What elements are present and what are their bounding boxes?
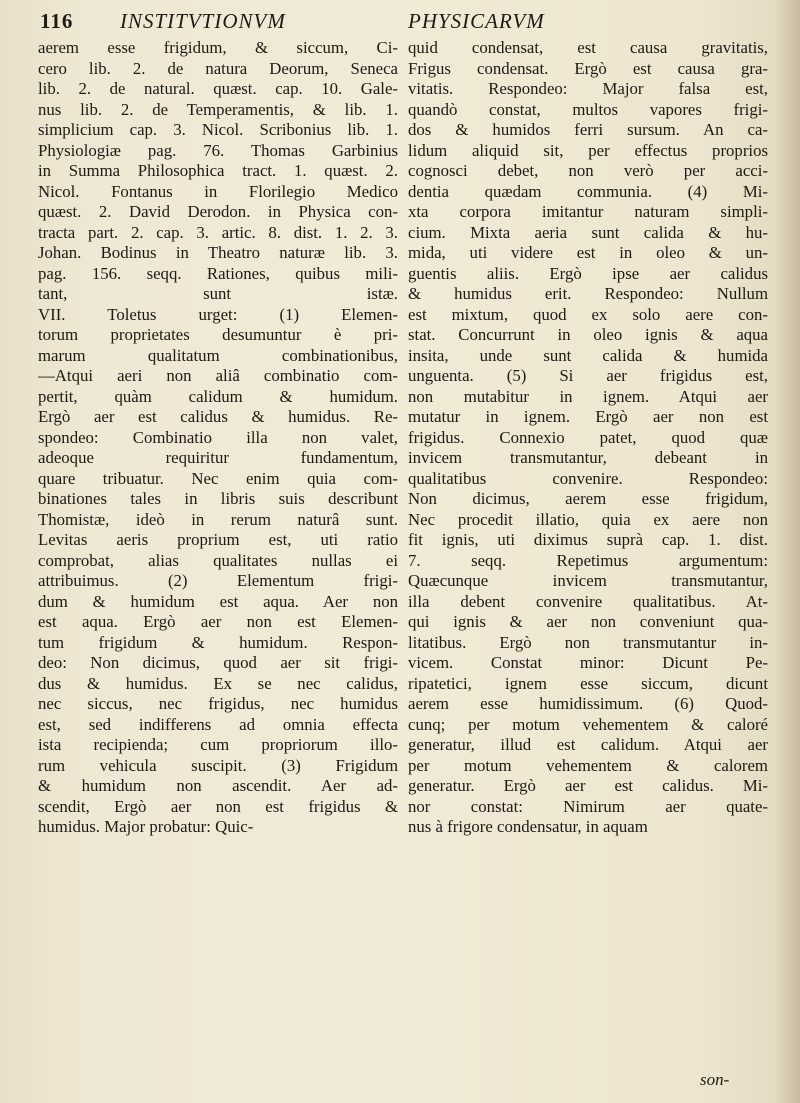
- text-line: Johan. Bodinus in Theatro naturæ lib. 3.: [38, 243, 398, 262]
- text-line: deo: Non dicimus, quod aer sit frigi-: [38, 653, 398, 672]
- text-line: tracta part. 2. cap. 3. artic. 8. dist. 1. 2. 3.: [38, 222, 398, 242]
- text-line: est aqua. Ergò aer non est Elemen-: [38, 612, 398, 631]
- text-line: est, sed indifferens ad omnia effecta: [38, 714, 398, 734]
- text-line: pag. 156. seqq. Rationes, quibus mili-: [38, 263, 398, 283]
- text-line: tum frigidum & humidum. Respon-: [38, 632, 398, 652]
- text-line: lidum aliquid sit, per effectus proprios: [408, 140, 768, 160]
- text-line: mutatur in ignem. Ergò aer non est: [408, 407, 768, 426]
- text-line: cunq; per motum vehementem & caloré: [408, 714, 768, 734]
- text-line: litatibus. Ergò non transmutantur in-: [408, 632, 768, 652]
- text-line: in Summa Philosophica tract. 1. quæst. 2.: [38, 161, 398, 180]
- text-line: nus à frigore condensatur, in aquam: [408, 817, 648, 836]
- text-line: humidus. Major probatur: Quic-: [38, 817, 254, 836]
- catchword: son-: [700, 1070, 730, 1089]
- text-line: qui ignis & aer non conveniunt qua-: [408, 612, 768, 631]
- text-line: fit ignis, uti diximus suprà cap. 1. dist.: [408, 530, 768, 549]
- text-line: nec siccus, nec frigidus, nec humidus: [38, 694, 398, 713]
- text-line: nor constat: Nimirum aer quate-: [408, 796, 768, 816]
- text-line: unguenta. (5) Si aer frigidus est,: [408, 366, 768, 385]
- text-line: xta corpora imitantur naturam simpli-: [408, 202, 768, 221]
- text-line: comprobat, alias qualitates nullas ei: [38, 550, 398, 570]
- text-line: quæst. 2. David Derodon. in Physica con-: [38, 202, 398, 221]
- text-line: invicem transmutantur, debeant in: [408, 448, 768, 467]
- text-line: dus & humidus. Ex se nec calidus,: [38, 673, 398, 693]
- text-line: qualitatibus convenire. Respondeo:: [408, 468, 768, 488]
- text-line: illa debent convenire qualitatibus. At-: [408, 591, 768, 611]
- text-line: quare tribuatur. Nec enim quia com-: [38, 468, 398, 488]
- text-line: adeoque requiritur fundamentum,: [38, 448, 398, 467]
- text-line: guentis aliis. Ergò ipse aer calidus: [408, 263, 768, 283]
- text-line: mida, uti videre est in oleo & un-: [408, 243, 768, 262]
- text-line: quid condensat, est causa gravitatis,: [408, 38, 768, 57]
- text-line: Physiologiæ pag. 76. Thomas Garbinius: [38, 140, 398, 160]
- text-line: rum vehicula suscipit. (3) Frigidum: [38, 755, 398, 775]
- text-line: & humidus erit. Respondeo: Nullum: [408, 284, 768, 303]
- text-line: non mutabitur in ignem. Atqui aer: [408, 386, 768, 406]
- text-line: per motum vehementem & calorem: [408, 755, 768, 775]
- text-line: cognosci debet, non verò per acci-: [408, 161, 768, 180]
- running-title-right: PHYSICARVM: [408, 9, 545, 33]
- text-line: —Atqui aeri non aliâ combinatio com-: [38, 366, 398, 385]
- text-line: ista recipienda; cum propriorum illo-: [38, 735, 398, 754]
- text-line: VII. Toletus urget: (1) Elemen-: [38, 304, 398, 324]
- left-text-column: [38, 38, 398, 838]
- text-line: dum & humidum est aqua. Aer non: [38, 591, 398, 611]
- text-line: Frigus condensat. Ergò est causa gra-: [408, 58, 768, 78]
- text-line: stat. Concurrunt in oleo ignis & aqua: [408, 325, 768, 344]
- text-line: Nec procedit illatio, quia ex aere non: [408, 509, 768, 529]
- page-number: 116: [40, 9, 74, 33]
- text-line: frigidus. Connexio patet, quod quæ: [408, 427, 768, 447]
- text-line: spondeo: Combinatio illa non valet,: [38, 427, 398, 447]
- text-line: 7. seqq. Repetimus argumentum:: [408, 550, 768, 570]
- running-title-left: INSTITVTIONVM: [120, 9, 286, 33]
- text-line: nus lib. 2. de Temperamentis, & lib. 1.: [38, 99, 398, 119]
- text-line: scendit, Ergò aer non est frigidus &: [38, 796, 398, 816]
- text-line: insita, unde sunt calida & humida: [408, 345, 768, 365]
- text-line: Ergò aer est calidus & humidus. Re-: [38, 407, 398, 426]
- text-line: Thomistæ, ideò in rerum naturâ sunt.: [38, 509, 398, 529]
- text-line: Quæcunque invicem transmutantur,: [408, 571, 768, 590]
- text-line: ripatetici, ignem esse siccum, dicunt: [408, 673, 768, 693]
- text-line: est mixtum, quod ex solo aere con-: [408, 304, 768, 324]
- text-line: generatur, illud est calidum. Atqui aer: [408, 735, 768, 754]
- text-line: quandò constat, multos vapores frigi-: [408, 99, 768, 119]
- text-line: marum qualitatum combinationibus,: [38, 345, 398, 365]
- text-line: vicem. Constat minor: Dicunt Pe-: [408, 653, 768, 672]
- text-line: lib. 2. de natural. quæst. cap. 10. Gale-: [38, 79, 398, 98]
- text-line: pertit, quàm calidum & humidum.: [38, 386, 398, 406]
- text-line: simplicium cap. 3. Nicol. Scribonius lib. 1.: [38, 120, 398, 139]
- right-text-column: [408, 38, 768, 838]
- page-header: [0, 6, 800, 38]
- text-line: attribuimus. (2) Elementum frigi-: [38, 571, 398, 590]
- text-line: aerem esse humidissimum. (6) Quod-: [408, 694, 768, 713]
- text-line: torum proprietates desumuntur è pri-: [38, 325, 398, 344]
- text-line: dos & humidos ferri sursum. An ca-: [408, 120, 768, 139]
- text-line: Non dicimus, aerem esse frigidum,: [408, 489, 768, 508]
- text-line: cium. Mixta aeria sunt calida & hu-: [408, 222, 768, 242]
- text-line: aerem esse frigidum, & siccum, Ci-: [38, 38, 398, 57]
- text-line: generatur. Ergò aer est calidus. Mi-: [408, 776, 768, 795]
- text-line: Nicol. Fontanus in Florilegio Medico: [38, 181, 398, 201]
- text-line: dentia quædam communia. (4) Mi-: [408, 181, 768, 201]
- text-line: cero lib. 2. de natura Deorum, Seneca: [38, 58, 398, 78]
- text-line: binationes tales in libris suis describunt: [38, 489, 398, 508]
- text-line: tant, sunt istæ.: [38, 284, 398, 303]
- text-line: & humidum non ascendit. Aer ad-: [38, 776, 398, 795]
- text-line: vitatis. Respondeo: Major falsa est,: [408, 79, 768, 98]
- text-line: Levitas aeris proprium est, uti ratio: [38, 530, 398, 549]
